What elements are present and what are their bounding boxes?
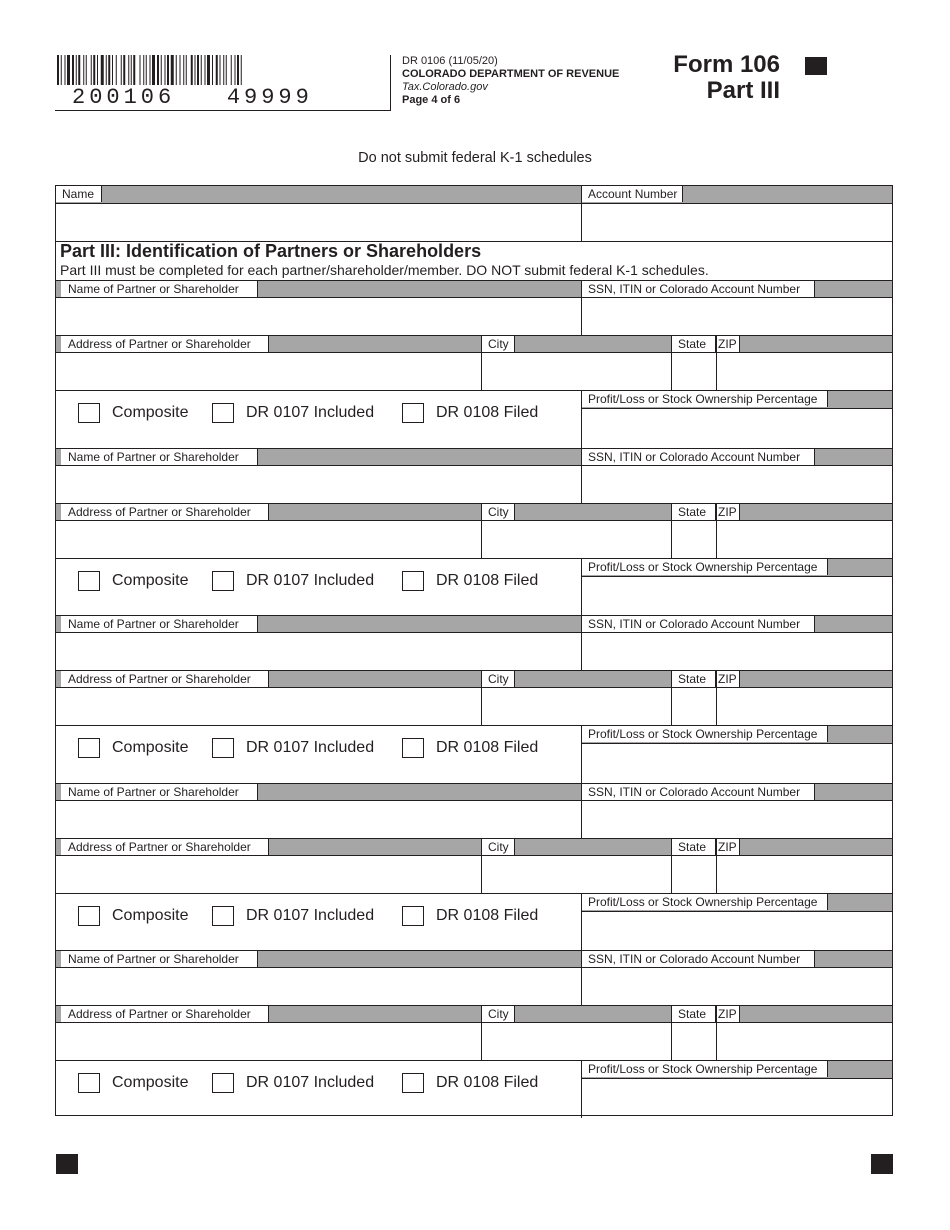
dr0107-included-label: DR 0107 Included — [246, 571, 375, 589]
partner-address-label-row — [56, 838, 892, 856]
zip-field[interactable] — [717, 1023, 892, 1060]
percentage-label-row — [582, 894, 892, 912]
partner-ssn-label: SSN, ITIN or Colorado Account Number — [581, 784, 815, 800]
dr0107-included-checkbox[interactable] — [212, 906, 234, 926]
part-instructions: Part III must be completed for each partner/shareholder/member. DO NOT submit federal K-1 schedules. — [60, 262, 709, 278]
partner-name-label: Name of Partner or Shareholder — [61, 281, 258, 297]
percentage-label-row — [582, 1061, 892, 1079]
partner-name-field[interactable] — [56, 633, 581, 670]
state-label: State — [671, 504, 716, 520]
partner-name-field[interactable] — [56, 968, 581, 1005]
percentage-field[interactable] — [582, 409, 892, 447]
partner-ssn-field[interactable] — [582, 633, 892, 670]
partner-address-field[interactable] — [56, 521, 481, 558]
dr0108-filed-label: DR 0108 Filed — [436, 906, 539, 924]
website: Tax.Colorado.gov — [402, 81, 488, 93]
dr0107-included-checkbox[interactable] — [212, 1073, 234, 1093]
dr0108-filed-label: DR 0108 Filed — [436, 739, 539, 756]
composite-checkbox[interactable] — [78, 738, 100, 758]
state-field[interactable] — [672, 688, 716, 725]
partner-name-label-row — [56, 448, 892, 466]
zip-field[interactable] — [717, 856, 892, 893]
dr0107-included-checkbox[interactable] — [212, 571, 234, 591]
percentage-field[interactable] — [582, 912, 892, 950]
form-title — [673, 52, 780, 104]
partner-ssn-field[interactable] — [582, 801, 892, 838]
zip-label: ZIP — [716, 839, 740, 855]
registration-mark-bottom-left — [56, 1154, 78, 1174]
city-field[interactable] — [482, 688, 671, 725]
k1-notice: Do not submit federal K-1 schedules — [358, 150, 592, 166]
partner-address-label-row — [56, 1005, 892, 1023]
percentage-field[interactable] — [582, 577, 892, 615]
part-title: Part III: Identification of Partners or Shareholders — [60, 241, 482, 261]
state-label: State — [671, 1006, 716, 1022]
partner-address-label: Address of Partner or Shareholder — [61, 336, 269, 352]
zip-label: ZIP — [716, 504, 740, 520]
account-number-field[interactable] — [582, 204, 892, 241]
partner-name-label-row — [56, 783, 892, 801]
zip-label: ZIP — [716, 1006, 740, 1022]
department-name: COLORADO DEPARTMENT OF REVENUE — [402, 68, 620, 80]
state-field[interactable] — [672, 856, 716, 893]
barcode-number: 200106 49999 — [72, 85, 313, 110]
partner-address-label: Address of Partner or Shareholder — [61, 839, 269, 855]
dr0107-included-checkbox[interactable] — [212, 403, 234, 423]
form-code: DR 0106 (11/05/20) — [402, 55, 498, 67]
percentage-field[interactable] — [582, 744, 892, 782]
partner-name-label-row — [56, 615, 892, 633]
percentage-label: Profit/Loss or Stock Ownership Percentage — [582, 726, 828, 742]
percentage-label: Profit/Loss or Stock Ownership Percentage — [582, 559, 828, 575]
state-label: State — [671, 839, 716, 855]
state-label: State — [671, 671, 716, 687]
percentage-label-row — [582, 726, 892, 744]
name-field[interactable] — [56, 204, 581, 241]
partner-block — [56, 950, 892, 1118]
city-field[interactable] — [482, 353, 671, 390]
city-label: City — [481, 336, 515, 352]
partner-address-label: Address of Partner or Shareholder — [61, 1006, 269, 1022]
percentage-label: Profit/Loss or Stock Ownership Percentage — [582, 1061, 828, 1077]
partner-block — [56, 448, 892, 616]
city-field[interactable] — [482, 521, 671, 558]
partner-address-label: Address of Partner or Shareholder — [61, 671, 269, 687]
partner-ssn-field[interactable] — [582, 298, 892, 335]
partner-name-field[interactable] — [56, 801, 581, 838]
city-field[interactable] — [482, 1023, 671, 1060]
registration-mark-top — [805, 57, 827, 75]
composite-label: Composite — [112, 739, 189, 756]
partner-address-field[interactable] — [56, 688, 481, 725]
percentage-label: Profit/Loss or Stock Ownership Percentage — [582, 894, 828, 910]
partner-address-field[interactable] — [56, 856, 481, 893]
form-body — [55, 185, 893, 1116]
partner-name-label: Name of Partner or Shareholder — [61, 616, 258, 632]
partner-ssn-label: SSN, ITIN or Colorado Account Number — [581, 616, 815, 632]
state-field[interactable] — [672, 1023, 716, 1060]
partner-address-label-row — [56, 503, 892, 521]
header-vertical-divider — [390, 55, 391, 111]
composite-checkbox[interactable] — [78, 906, 100, 926]
partner-ssn-label: SSN, ITIN or Colorado Account Number — [581, 951, 815, 967]
page-number: Page 4 of 6 — [402, 94, 461, 106]
percentage-label: Profit/Loss or Stock Ownership Percentage — [582, 391, 828, 407]
dr0108-filed-checkbox[interactable] — [402, 906, 424, 926]
city-label: City — [481, 839, 515, 855]
composite-label: Composite — [112, 571, 189, 589]
composite-checkbox[interactable] — [78, 571, 100, 591]
partner-name-label-row — [56, 950, 892, 968]
dr0108-filed-label: DR 0108 Filed — [436, 1074, 539, 1091]
composite-label: Composite — [112, 404, 189, 421]
state-field[interactable] — [672, 353, 716, 390]
zip-field[interactable] — [717, 353, 892, 390]
partner-name-label: Name of Partner or Shareholder — [61, 951, 258, 967]
composite-label: Composite — [112, 906, 189, 924]
partner-address-field[interactable] — [56, 1023, 481, 1060]
partner-name-field[interactable] — [56, 298, 581, 335]
dr0107-included-checkbox[interactable] — [212, 738, 234, 758]
name-label: Name — [56, 186, 102, 202]
state-field[interactable] — [672, 521, 716, 558]
partner-name-label: Name of Partner or Shareholder — [61, 784, 258, 800]
composite-label: Composite — [112, 1074, 189, 1091]
dr0108-filed-label: DR 0108 Filed — [436, 404, 539, 421]
form-part: Part III — [706, 77, 780, 104]
partner-ssn-label: SSN, ITIN or Colorado Account Number — [581, 449, 815, 465]
dr0108-filed-checkbox[interactable] — [402, 738, 424, 758]
zip-label: ZIP — [716, 671, 740, 687]
partner-ssn-label: SSN, ITIN or Colorado Account Number — [581, 281, 815, 297]
composite-checkbox[interactable] — [78, 403, 100, 423]
partner-name-label: Name of Partner or Shareholder — [61, 449, 258, 465]
city-field[interactable] — [482, 856, 671, 893]
city-label: City — [481, 1006, 515, 1022]
dr0108-filed-checkbox[interactable] — [402, 403, 424, 423]
registration-mark-bottom-right — [871, 1154, 893, 1174]
partner-name-label-row — [56, 280, 892, 298]
percentage-label-row — [582, 391, 892, 409]
partner-block — [56, 280, 892, 448]
partner-address-label-row — [56, 335, 892, 353]
zip-field[interactable] — [717, 688, 892, 725]
zip-field[interactable] — [717, 521, 892, 558]
partner-block — [56, 783, 892, 951]
dr0107-included-label: DR 0107 Included — [246, 739, 375, 756]
header-divider — [55, 110, 391, 111]
percentage-field[interactable] — [582, 1079, 892, 1117]
dr0108-filed-checkbox[interactable] — [402, 1073, 424, 1093]
percentage-label-row — [582, 559, 892, 577]
partner-block — [56, 615, 892, 783]
partner-ssn-field[interactable] — [582, 466, 892, 503]
composite-checkbox[interactable] — [78, 1073, 100, 1093]
partner-address-label-row — [56, 670, 892, 688]
dr0107-included-label: DR 0107 Included — [246, 1074, 375, 1091]
state-label: State — [671, 336, 716, 352]
partner-name-field[interactable] — [56, 466, 581, 503]
dr0107-included-label: DR 0107 Included — [246, 906, 375, 924]
dr0108-filed-label: DR 0108 Filed — [436, 571, 539, 589]
account-number-label: Account Number — [581, 186, 683, 202]
city-label: City — [481, 504, 515, 520]
partner-ssn-field[interactable] — [582, 968, 892, 1005]
name-account-label-row — [56, 186, 892, 204]
form-number: Form 106 — [673, 51, 780, 78]
partner-address-label: Address of Partner or Shareholder — [61, 504, 269, 520]
zip-label: ZIP — [716, 336, 740, 352]
dr0107-included-label: DR 0107 Included — [246, 404, 375, 421]
city-label: City — [481, 671, 515, 687]
dr0108-filed-checkbox[interactable] — [402, 571, 424, 591]
partner-address-field[interactable] — [56, 353, 481, 390]
